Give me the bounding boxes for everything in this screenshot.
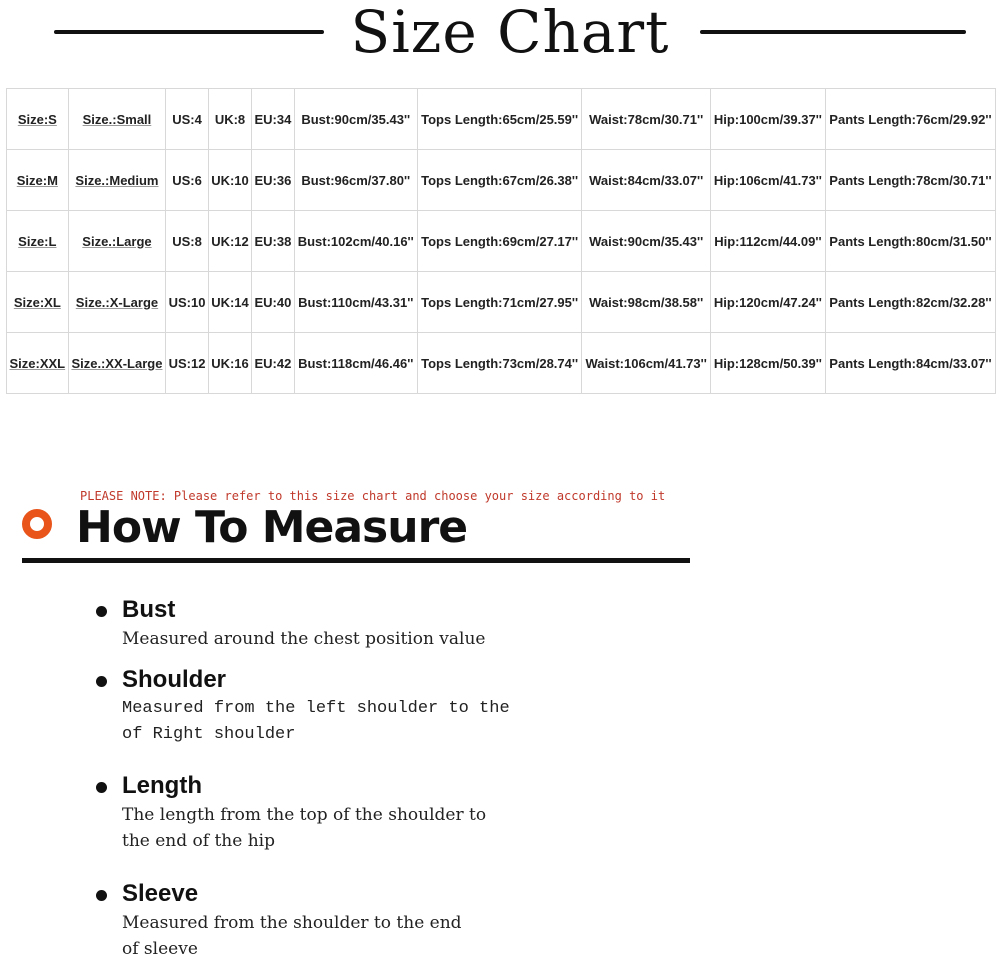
measure-item-name: Length	[122, 772, 202, 799]
table-cell: EU:36	[252, 150, 295, 211]
table-cell: Hip:128cm/50.39''	[710, 333, 825, 394]
bullet-icon	[96, 676, 107, 687]
table-cell: Size:M	[7, 150, 69, 211]
measure-item-name: Sleeve	[122, 880, 199, 907]
size-note: PLEASE NOTE: Please refer to this size chart and choose your size according to it	[80, 489, 666, 503]
page-title: Size Chart	[350, 0, 670, 66]
orange-ring-icon	[22, 509, 52, 539]
table-cell: Size:XXL	[7, 333, 69, 394]
table-cell: Hip:106cm/41.73''	[710, 150, 825, 211]
bullet-icon	[96, 606, 107, 617]
table-cell: Tops Length:73cm/28.74''	[417, 333, 582, 394]
table-cell: UK:14	[208, 272, 251, 333]
table-cell: Tops Length:65cm/25.59''	[417, 89, 582, 150]
bullet-icon	[96, 890, 107, 901]
table-row	[7, 272, 996, 333]
table-row	[7, 150, 996, 211]
measure-item-desc	[122, 910, 542, 962]
table-cell: EU:34	[252, 89, 295, 150]
table-cell: UK:16	[208, 333, 251, 394]
how-to-measure-header	[22, 502, 702, 566]
table-cell: EU:40	[252, 272, 295, 333]
table-cell: Pants Length:80cm/31.50''	[825, 211, 995, 272]
table-cell: Hip:100cm/39.37''	[710, 89, 825, 150]
table-cell: Bust:118cm/46.46''	[294, 333, 417, 394]
table-cell: EU:38	[252, 211, 295, 272]
how-to-measure-title: How To Measure	[76, 502, 468, 553]
table-cell: EU:42	[252, 333, 295, 394]
table-row	[7, 333, 996, 394]
table-cell: US:4	[166, 89, 209, 150]
table-cell: Pants Length:84cm/33.07''	[825, 333, 995, 394]
measure-item-desc	[122, 626, 542, 652]
desc-line: The length from the top of the shoulder to	[122, 805, 487, 825]
table-cell: Size:S	[7, 89, 69, 150]
table-cell: Pants Length:78cm/30.71''	[825, 150, 995, 211]
measure-item-name: Shoulder	[122, 666, 227, 693]
measure-item-desc	[122, 802, 542, 854]
table-cell: Size.:Large	[68, 211, 166, 272]
table-cell: Pants Length:82cm/32.28''	[825, 272, 995, 333]
table-cell: Size:XL	[7, 272, 69, 333]
table-cell: US:10	[166, 272, 209, 333]
table-cell: UK:8	[208, 89, 251, 150]
desc-line: of Right shoulder	[122, 725, 296, 744]
table-cell: Tops Length:67cm/26.38''	[417, 150, 582, 211]
table-cell: Pants Length:76cm/29.92''	[825, 89, 995, 150]
desc-line: Measured from the shoulder to the end	[122, 913, 462, 933]
table-cell: Size.:Small	[68, 89, 166, 150]
measure-item-desc	[122, 696, 542, 748]
table-cell: Tops Length:71cm/27.95''	[417, 272, 582, 333]
size-table	[6, 88, 996, 394]
header-rule-left	[54, 30, 324, 34]
bullet-icon	[96, 782, 107, 793]
table-cell: US:6	[166, 150, 209, 211]
desc-line: Measured from the left shoulder to the	[122, 699, 510, 718]
table-cell: Size.:X-Large	[68, 272, 166, 333]
desc-line: of sleeve	[122, 939, 198, 959]
table-row	[7, 211, 996, 272]
table-cell: US:8	[166, 211, 209, 272]
desc-line: the end of the hip	[122, 831, 275, 851]
measure-item-name: Bust	[122, 596, 176, 623]
table-cell: Waist:98cm/38.58''	[582, 272, 710, 333]
table-cell: Size.:Medium	[68, 150, 166, 211]
table-cell: Bust:102cm/40.16''	[294, 211, 417, 272]
table-cell: Bust:90cm/35.43''	[294, 89, 417, 150]
desc-line: Measured around the chest position value	[122, 629, 486, 649]
table-cell: Waist:78cm/30.71''	[582, 89, 710, 150]
table-cell: Tops Length:69cm/27.17''	[417, 211, 582, 272]
table-cell: Bust:110cm/43.31''	[294, 272, 417, 333]
table-cell: UK:10	[208, 150, 251, 211]
table-cell: Waist:84cm/33.07''	[582, 150, 710, 211]
table-cell: Waist:106cm/41.73''	[582, 333, 710, 394]
table-cell: Bust:96cm/37.80''	[294, 150, 417, 211]
table-cell: Hip:120cm/47.24''	[710, 272, 825, 333]
size-table-body	[7, 89, 996, 394]
table-cell: US:12	[166, 333, 209, 394]
header-rule-right	[700, 30, 966, 34]
size-chart-header	[0, 0, 998, 70]
table-cell: Waist:90cm/35.43''	[582, 211, 710, 272]
table-row	[7, 89, 996, 150]
table-cell: Hip:112cm/44.09''	[710, 211, 825, 272]
table-cell: Size:L	[7, 211, 69, 272]
how-to-measure-rule	[22, 558, 690, 563]
table-cell: UK:12	[208, 211, 251, 272]
table-cell: Size.:XX-Large	[68, 333, 166, 394]
